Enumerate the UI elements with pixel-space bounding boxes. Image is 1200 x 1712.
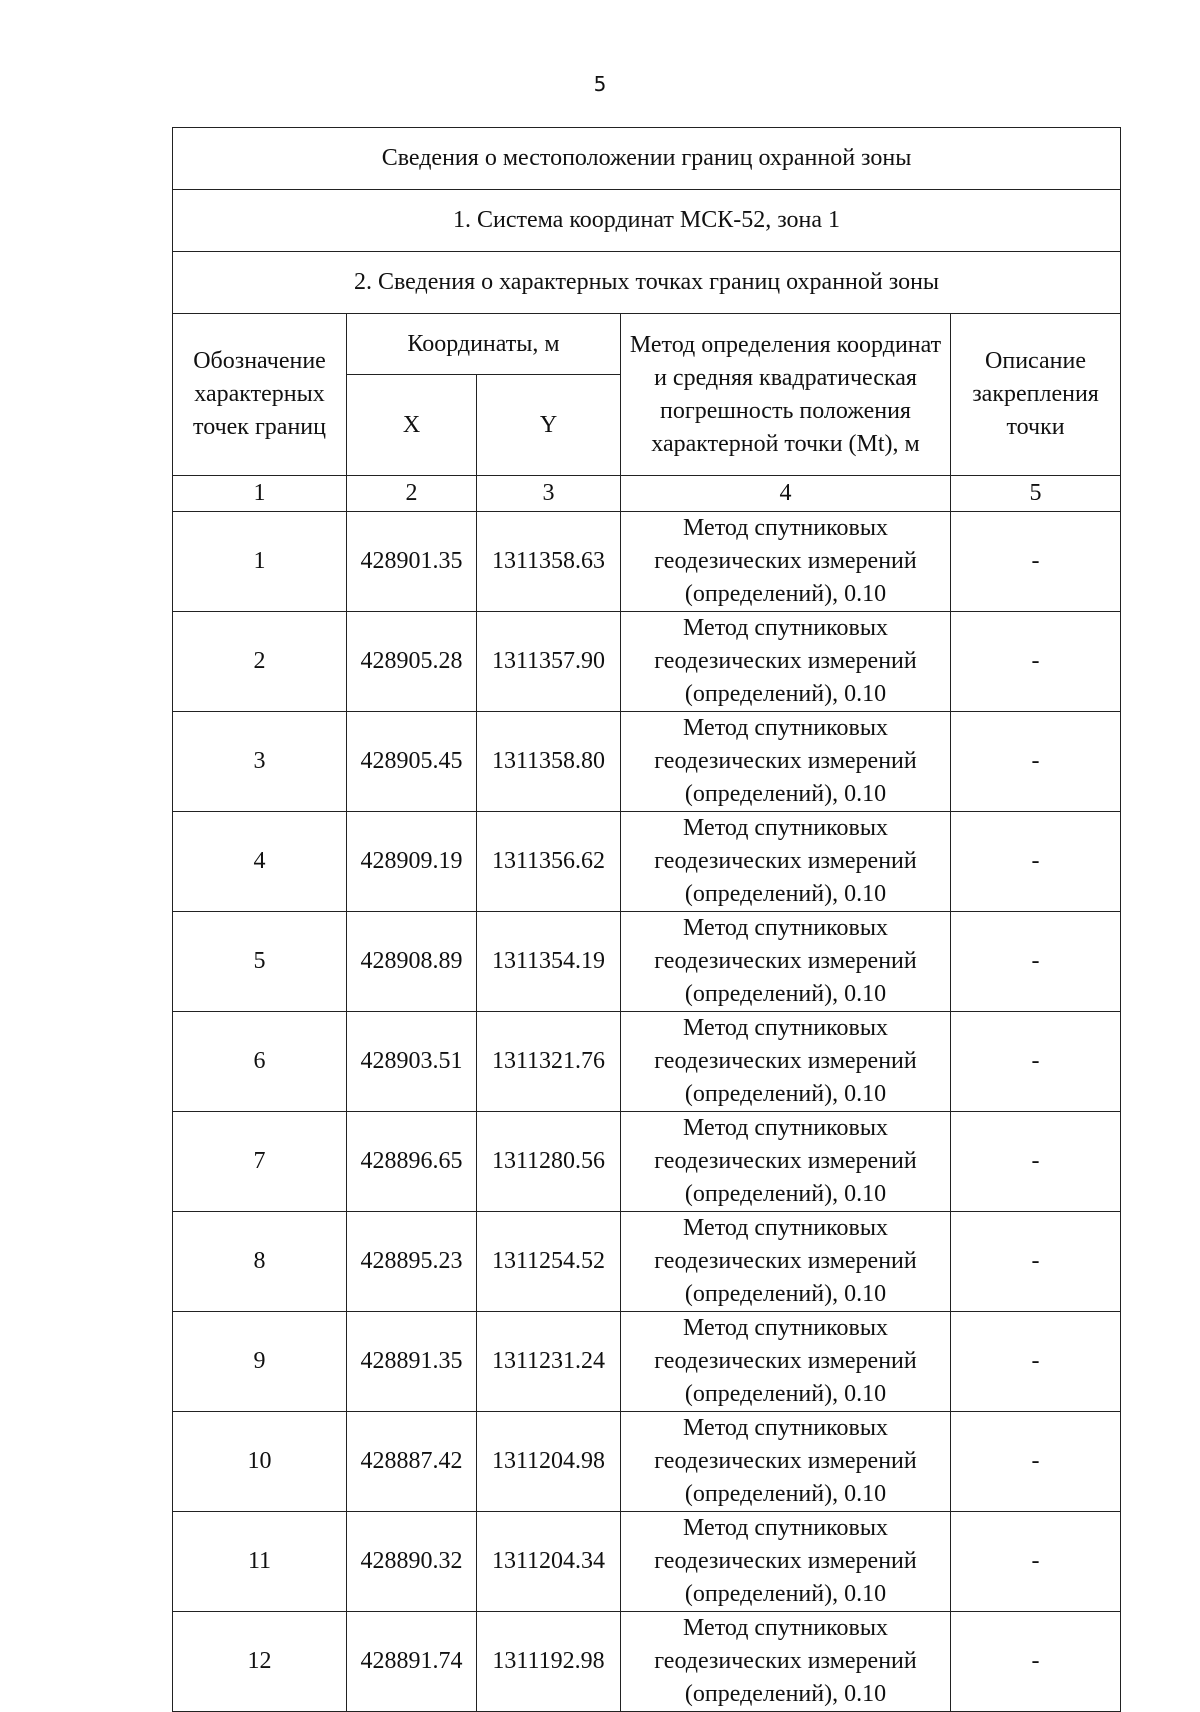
table-row (173, 1512, 1121, 1612)
table-row (173, 1412, 1121, 1512)
column-number: 4 (621, 476, 951, 512)
coord-x: 428909.19 (347, 812, 477, 912)
description-cell: - (951, 1112, 1121, 1212)
table-row (173, 1112, 1121, 1212)
coordinate-system: 1. Система координат МСК-52, зона 1 (173, 190, 1121, 252)
method-cell: Метод спутниковых геодезических измерений (определений), 0.10 (621, 912, 951, 1012)
coord-x: 428905.28 (347, 612, 477, 712)
coord-x: 428891.35 (347, 1312, 477, 1412)
coord-y: 1311357.90 (477, 612, 621, 712)
coord-y: 1311358.63 (477, 512, 621, 612)
column-number: 1 (173, 476, 347, 512)
column-numbers-row (173, 476, 1121, 512)
table-row (173, 512, 1121, 612)
description-cell: - (951, 512, 1121, 612)
point-id: 2 (173, 612, 347, 712)
description-cell: - (951, 1012, 1121, 1112)
coord-y: 1311204.98 (477, 1412, 621, 1512)
method-cell: Метод спутниковых геодезических измерений (определений), 0.10 (621, 1312, 951, 1412)
header-description: Описание закрепления точки (951, 314, 1121, 476)
point-id: 6 (173, 1012, 347, 1112)
point-id: 3 (173, 712, 347, 812)
boundary-points-table (172, 127, 1121, 1712)
coord-y: 1311354.19 (477, 912, 621, 1012)
column-number: 2 (347, 476, 477, 512)
point-id: 7 (173, 1112, 347, 1212)
description-cell: - (951, 812, 1121, 912)
header-row-1 (173, 314, 1121, 375)
description-cell: - (951, 1312, 1121, 1412)
coord-x: 428887.42 (347, 1412, 477, 1512)
coord-y: 1311192.98 (477, 1612, 621, 1712)
description-cell: - (951, 912, 1121, 1012)
description-cell: - (951, 712, 1121, 812)
method-cell: Метод спутниковых геодезических измерений (определений), 0.10 (621, 1012, 951, 1112)
points-section-row (173, 252, 1121, 314)
method-cell: Метод спутниковых геодезических измерений (определений), 0.10 (621, 612, 951, 712)
method-cell: Метод спутниковых геодезических измерений (определений), 0.10 (621, 712, 951, 812)
point-id: 5 (173, 912, 347, 1012)
method-cell: Метод спутниковых геодезических измерений (определений), 0.10 (621, 1612, 951, 1712)
table-body (173, 128, 1121, 1712)
description-cell: - (951, 1612, 1121, 1712)
coord-x: 428890.32 (347, 1512, 477, 1612)
table-title: Сведения о местоположении границ охранной зоны (173, 128, 1121, 190)
coord-x: 428891.74 (347, 1612, 477, 1712)
point-id: 4 (173, 812, 347, 912)
table-row (173, 912, 1121, 1012)
coord-y: 1311204.34 (477, 1512, 621, 1612)
coord-y: 1311280.56 (477, 1112, 621, 1212)
coord-y: 1311356.62 (477, 812, 621, 912)
table-row (173, 712, 1121, 812)
method-cell: Метод спутниковых геодезических измерений (определений), 0.10 (621, 1512, 951, 1612)
header-coordinates: Координаты, м (347, 314, 621, 375)
point-id: 1 (173, 512, 347, 612)
column-number: 3 (477, 476, 621, 512)
coord-x: 428895.23 (347, 1212, 477, 1312)
coord-x: 428908.89 (347, 912, 477, 1012)
method-cell: Метод спутниковых геодезических измерений (определений), 0.10 (621, 1412, 951, 1512)
point-id: 9 (173, 1312, 347, 1412)
coord-y: 1311358.80 (477, 712, 621, 812)
page-number: 5 (593, 72, 607, 96)
header-designation: Обозначение характерных точек границ (173, 314, 347, 476)
point-id: 11 (173, 1512, 347, 1612)
coord-y: 1311321.76 (477, 1012, 621, 1112)
point-id: 10 (173, 1412, 347, 1512)
coord-x: 428903.51 (347, 1012, 477, 1112)
coord-y: 1311231.24 (477, 1312, 621, 1412)
table-row (173, 1212, 1121, 1312)
header-method: Метод определения координат и средняя квадратическая погрешность положения характерной точки (Mt), м (621, 314, 951, 476)
point-id: 12 (173, 1612, 347, 1712)
coord-x: 428896.65 (347, 1112, 477, 1212)
coord-x: 428901.35 (347, 512, 477, 612)
column-number: 5 (951, 476, 1121, 512)
description-cell: - (951, 1212, 1121, 1312)
header-x: X (347, 375, 477, 476)
points-section-title: 2. Сведения о характерных точках границ охранной зоны (173, 252, 1121, 314)
title-row (173, 128, 1121, 190)
method-cell: Метод спутниковых геодезических измерений (определений), 0.10 (621, 1112, 951, 1212)
table-row (173, 612, 1121, 712)
table-row (173, 1012, 1121, 1112)
method-cell: Метод спутниковых геодезических измерений (определений), 0.10 (621, 512, 951, 612)
method-cell: Метод спутниковых геодезических измерений (определений), 0.10 (621, 812, 951, 912)
coord-y: 1311254.52 (477, 1212, 621, 1312)
description-cell: - (951, 1412, 1121, 1512)
table-row (173, 812, 1121, 912)
coord-x: 428905.45 (347, 712, 477, 812)
description-cell: - (951, 612, 1121, 712)
table-row (173, 1312, 1121, 1412)
header-y: Y (477, 375, 621, 476)
description-cell: - (951, 1512, 1121, 1612)
point-id: 8 (173, 1212, 347, 1312)
method-cell: Метод спутниковых геодезических измерений (определений), 0.10 (621, 1212, 951, 1312)
coordinate-system-row (173, 190, 1121, 252)
